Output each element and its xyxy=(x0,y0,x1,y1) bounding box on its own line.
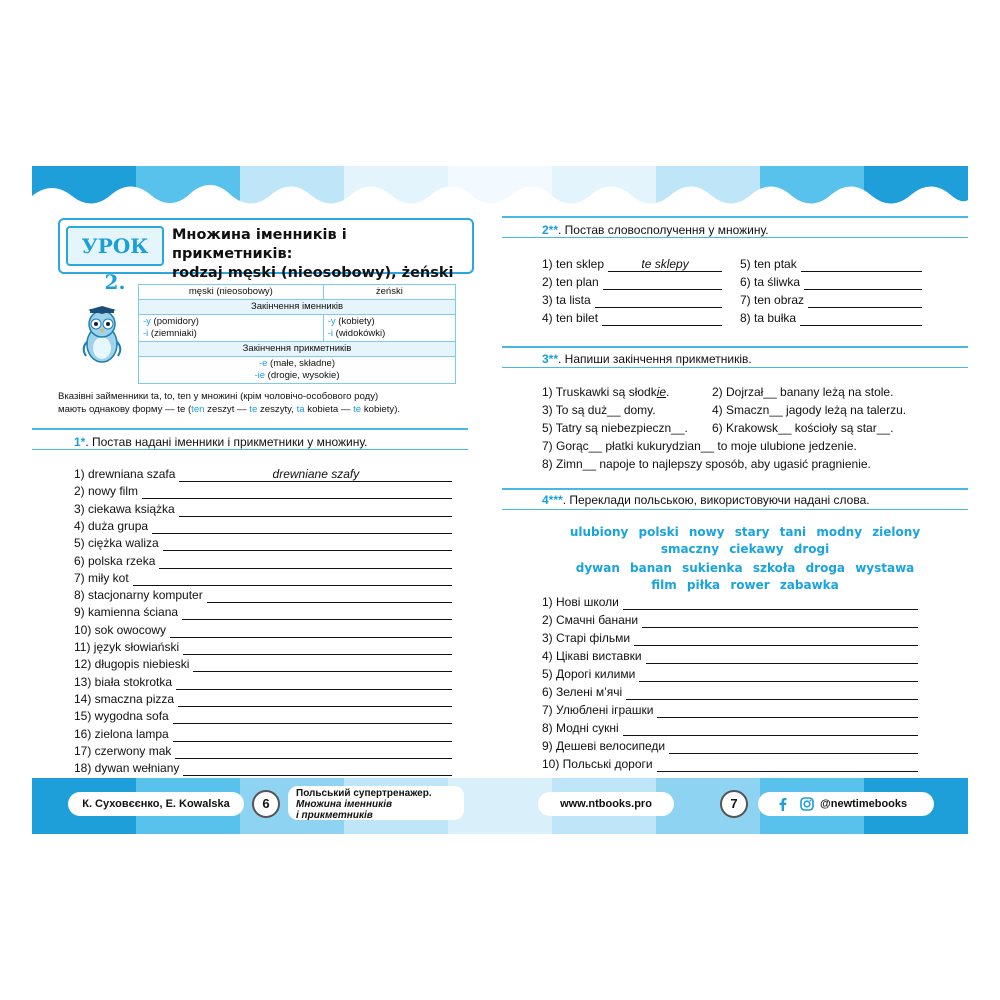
exercise-label: 3) ciekawa książka xyxy=(74,501,175,516)
grammar-table xyxy=(138,284,456,384)
exercise-label: 17) czerwony mak xyxy=(74,743,172,758)
exercise-label: 7) Улюблені іграшки xyxy=(542,703,654,717)
exercise-label: 15) wygodna sofa xyxy=(74,709,169,724)
table-col-masculine: męski (nieosobowy) xyxy=(139,285,324,300)
exercise-label: 5) Дорогі килими xyxy=(542,667,636,681)
exercise-label: 14) smaczna pizza xyxy=(74,691,175,706)
answer-blank[interactable] xyxy=(595,294,722,308)
exercise-label: 2) nowy film xyxy=(74,484,139,499)
exercise-row xyxy=(74,483,452,499)
exercise-label: 5) ciężka waliza xyxy=(74,536,159,551)
exercise-row xyxy=(542,666,918,682)
lesson-title-line1: Множина іменників і прикметників: xyxy=(172,227,347,262)
answer-blank[interactable] xyxy=(133,572,452,586)
pronoun-note: Вказівні займенники ta, to, ten у множині (крім чоловічо-особового роду) мають однакову форму — te (ten zeszyt — te zeszyty, ta kobieta — te kobiety). xyxy=(58,391,401,415)
task4-title: 4***. Переклади польською, використовуючи надані слова. xyxy=(542,493,870,507)
exercise-label: 13) biała stokrotka xyxy=(74,674,173,689)
exercise-label: 7) ten obraz xyxy=(740,293,805,307)
exercise-row xyxy=(74,622,452,638)
exercise-row xyxy=(542,292,722,308)
facebook-icon[interactable] xyxy=(776,797,790,811)
answer-blank[interactable] xyxy=(163,537,452,551)
task3-title: 3**. Напиши закінчення прикметників. xyxy=(542,352,752,366)
answer-blank[interactable] xyxy=(623,722,918,736)
answer-blank[interactable] xyxy=(152,520,452,534)
exercise-row xyxy=(74,674,452,690)
exercise-label: 10) Польські дороги xyxy=(542,757,653,771)
owl-mascot-icon xyxy=(78,306,126,366)
social-bar xyxy=(758,792,934,816)
exercise-row xyxy=(542,630,918,646)
instagram-icon[interactable] xyxy=(800,797,814,811)
exercise-label: 9) kamienna ściana xyxy=(74,605,179,620)
book-title-box: Польський супертренажер. Множина іменників і прикметників xyxy=(288,786,464,820)
exercise-row xyxy=(74,466,452,482)
exercise-label: 3) ta lista xyxy=(542,293,591,307)
lesson-header xyxy=(58,218,474,294)
answer-blank[interactable] xyxy=(170,624,452,638)
answer-blank[interactable] xyxy=(175,745,452,759)
exercise-row xyxy=(74,604,452,620)
adj-endings-header: Закінчення прикметників xyxy=(139,342,456,357)
answer-blank[interactable] xyxy=(804,276,922,290)
exercise-row xyxy=(542,702,918,718)
answer-blank[interactable] xyxy=(639,668,918,682)
exercise-label: 9) Дешеві велосипеди xyxy=(542,739,666,753)
exercise-row xyxy=(542,274,722,290)
exercise-label: 18) dywan wełniany xyxy=(74,761,180,776)
exercise-row xyxy=(74,501,452,517)
answer-blank[interactable] xyxy=(801,258,922,272)
answer-blank[interactable] xyxy=(657,758,918,772)
exercise-label: 10) sok owocowy xyxy=(74,622,167,637)
answer-blank[interactable] xyxy=(176,676,452,690)
adj-endings: -e (małe, składne) -ie (drogie, wysokie) xyxy=(139,357,456,384)
exercise-row xyxy=(74,535,452,551)
exercise-label: 1) ten sklep xyxy=(542,257,605,271)
answer-blank[interactable] xyxy=(669,740,918,754)
lesson-title-line2: rodzaj męski (nieosobowy), żeński xyxy=(172,265,454,281)
exercise-row xyxy=(74,726,452,742)
answer-blank[interactable] xyxy=(657,704,918,718)
answer-blank[interactable] xyxy=(800,312,922,326)
top-wave-band xyxy=(32,166,968,212)
answer-blank[interactable] xyxy=(183,641,452,655)
exercise-label: 12) długopis niebieski xyxy=(74,657,190,672)
exercise-label: 5) ten ptak xyxy=(740,257,797,271)
exercise-row xyxy=(542,648,918,664)
task3-row1: 1) Truskawki są słodk ie . xyxy=(542,385,670,399)
task3-row2-a: 3) To są duż__ domy. xyxy=(542,403,656,417)
answer-blank[interactable] xyxy=(207,589,452,603)
task3-answer: ie xyxy=(656,385,667,399)
exercise-row xyxy=(542,256,722,272)
exercise-row xyxy=(74,553,452,569)
exercise-row xyxy=(542,594,918,610)
answer-blank[interactable] xyxy=(173,710,452,724)
task3-row3-a: 5) Tatry są niebezpieczn__. xyxy=(542,421,688,435)
answer-blank[interactable] xyxy=(646,650,918,664)
answer-blank[interactable] xyxy=(623,596,918,610)
exercise-row xyxy=(74,708,452,724)
lesson-number: УРОК 2. xyxy=(66,226,164,266)
answer-blank[interactable] xyxy=(808,294,922,308)
page-number-left: 6 xyxy=(252,790,280,818)
page-number-right: 7 xyxy=(720,790,748,818)
exercise-row xyxy=(740,310,922,326)
website-link[interactable]: www.ntbooks.pro xyxy=(538,792,674,816)
task3-row4: 7) Gorąc__ płatki kukurydzian__ to moje ulubione jedzenie. xyxy=(542,439,857,453)
exercise-row xyxy=(74,518,452,534)
noun-endings-header: Закінчення іменників xyxy=(139,300,456,315)
exercise-row xyxy=(74,743,452,759)
authors-label: К. Суховєєнко, E. Kowalska xyxy=(68,792,244,816)
answer-blank[interactable] xyxy=(178,693,452,707)
exercise-label: 2) ten plan xyxy=(542,275,599,289)
answer-blank[interactable] xyxy=(642,614,918,628)
exercise-row xyxy=(740,274,922,290)
lesson-title xyxy=(172,226,468,283)
exercise-label: 2) Смачні банани xyxy=(542,613,639,627)
exercise-label: 6) Зелені м’ячі xyxy=(542,685,623,699)
exercise-row xyxy=(74,587,452,603)
exercise-label: 4) Цікаві виставки xyxy=(542,649,642,663)
exercise-label: 8) stacjonarny komputer xyxy=(74,588,203,603)
exercise-label: 4) duża grupa xyxy=(74,518,149,533)
exercise-row xyxy=(74,639,452,655)
answer-blank[interactable] xyxy=(603,276,722,290)
exercise-row xyxy=(740,256,922,272)
exercise-label: 3) Старі фільми xyxy=(542,631,631,645)
answer-blank[interactable] xyxy=(602,312,722,326)
exercise-label: 7) miły kot xyxy=(74,570,129,585)
task3-row2-b: 4) Smaczn__ jagody leżą na talerzu. xyxy=(712,403,907,417)
answer-blank[interactable] xyxy=(183,762,452,776)
exercise-row xyxy=(542,310,722,326)
exercise-label: 1) Нові школи xyxy=(542,595,619,609)
task3-row1-b: 2) Dojrzał__ banany leżą na stole. xyxy=(712,385,894,399)
social-handle[interactable]: @newtimebooks xyxy=(820,798,908,810)
exercise-label: 11) język słowiański xyxy=(74,640,180,654)
exercise-label: 6) ta śliwka xyxy=(740,275,801,289)
answer-blank[interactable] xyxy=(159,555,452,569)
exercise-row xyxy=(74,656,452,672)
answer-blank[interactable] xyxy=(142,485,452,499)
noun-masculine-endings: -y (pomidory) -i (ziemniaki) xyxy=(139,315,324,342)
answer-blank[interactable] xyxy=(179,503,452,517)
exercise-row xyxy=(542,756,918,772)
exercise-row xyxy=(74,570,452,586)
exercise-row xyxy=(74,760,452,776)
answer-blank[interactable] xyxy=(173,728,452,742)
exercise-row xyxy=(542,720,918,736)
answer-blank[interactable] xyxy=(634,632,918,646)
answer-blank[interactable]: drewniane szafy xyxy=(179,468,452,482)
answer-blank[interactable] xyxy=(626,686,918,700)
exercise-label: 4) ten bilet xyxy=(542,311,599,325)
exercise-row xyxy=(74,691,452,707)
task3-row5: 8) Zimn__ napoje to najlepszy sposób, aby ugasić pragnienie. xyxy=(542,457,871,471)
task3-row3-b: 6) Krakowsk__ kościoły są star__. xyxy=(712,421,894,435)
word-bank-adjectives: ulubiony polski nowy stary tani modny zielony smaczny ciekawy drogi xyxy=(569,525,921,556)
exercise-label: 8) Модні сукні xyxy=(542,721,619,735)
task1-title: 1*. Постав надані іменники і прикметники у множину. xyxy=(74,435,368,449)
noun-feminine-endings: -y (kobiety) -i (widokówki) xyxy=(323,315,455,342)
answer-blank[interactable] xyxy=(182,606,452,620)
exercise-row xyxy=(740,292,922,308)
exercise-label: 8) ta bułka xyxy=(740,311,797,325)
answer-blank[interactable]: te sklepy xyxy=(608,258,722,272)
exercise-label: 6) polska rzeka xyxy=(74,553,156,568)
table-col-feminine: żeński xyxy=(323,285,455,300)
exercise-row xyxy=(542,684,918,700)
exercise-row xyxy=(542,738,918,754)
task2-title: 2**. Постав словосполучення у множину. xyxy=(542,223,769,237)
exercise-row xyxy=(542,612,918,628)
exercise-label: 1) drewniana szafa xyxy=(74,467,176,481)
word-bank-nouns: dywan banan sukienka szkoła droga wystawa film piłka rower zabawka xyxy=(575,561,915,592)
workbook-spread xyxy=(32,166,968,834)
exercise-label: 16) zielona lampa xyxy=(74,726,169,741)
answer-blank[interactable] xyxy=(193,658,452,672)
